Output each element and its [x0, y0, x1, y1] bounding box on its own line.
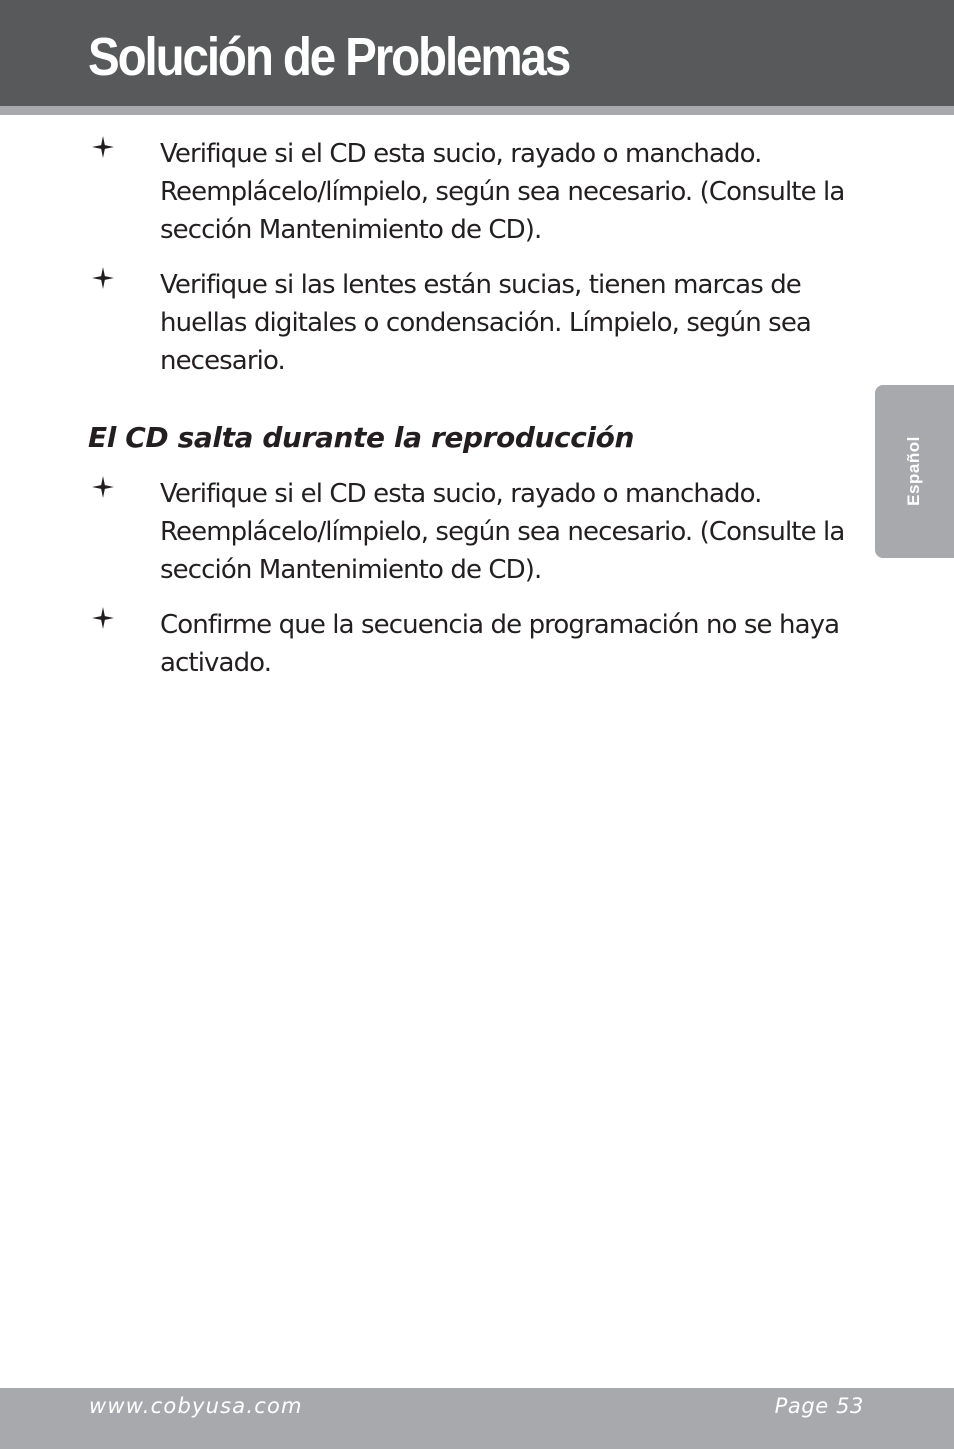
page-footer [0, 1388, 954, 1449]
four-point-star-bullet-icon [92, 607, 114, 629]
list-item [0, 606, 875, 682]
list-item [0, 475, 875, 589]
list-item-text: Verifique si el CD esta sucio, rayado o manchado. Reemplácelo/límpielo, según sea necesario. (Consulte la sección Mantenimiento de CD). [160, 139, 845, 245]
language-tab-label: Español [904, 436, 923, 506]
list-item-text: Confirme que la secuencia de programación no se haya activado. [160, 610, 840, 678]
list-item [0, 135, 875, 249]
footer-url: www.cobyusa.com [89, 1394, 303, 1418]
four-point-star-bullet-icon [92, 476, 114, 498]
troubleshooting-list-cd-skips [0, 475, 875, 699]
list-item [0, 266, 875, 380]
list-item-text: Verifique si el CD esta sucio, rayado o manchado. Reemplácelo/límpielo, según sea necesario. (Consulte la sección Mantenimiento de CD). [160, 479, 845, 585]
troubleshooting-list-top [0, 135, 875, 397]
four-point-star-bullet-icon [92, 136, 114, 158]
four-point-star-bullet-icon [92, 267, 114, 289]
page-number: Page 53 [774, 1394, 864, 1418]
page-header [0, 0, 954, 106]
header-divider [0, 106, 954, 115]
section-heading: El CD salta durante la reproducción [88, 421, 635, 454]
page-title: Solución de Problemas [88, 27, 570, 87]
list-item-text: Verifique si las lentes están sucias, tienen marcas de huellas digitales o condensación. Límpielo, según sea necesario. [160, 270, 811, 376]
language-tab [875, 385, 954, 558]
